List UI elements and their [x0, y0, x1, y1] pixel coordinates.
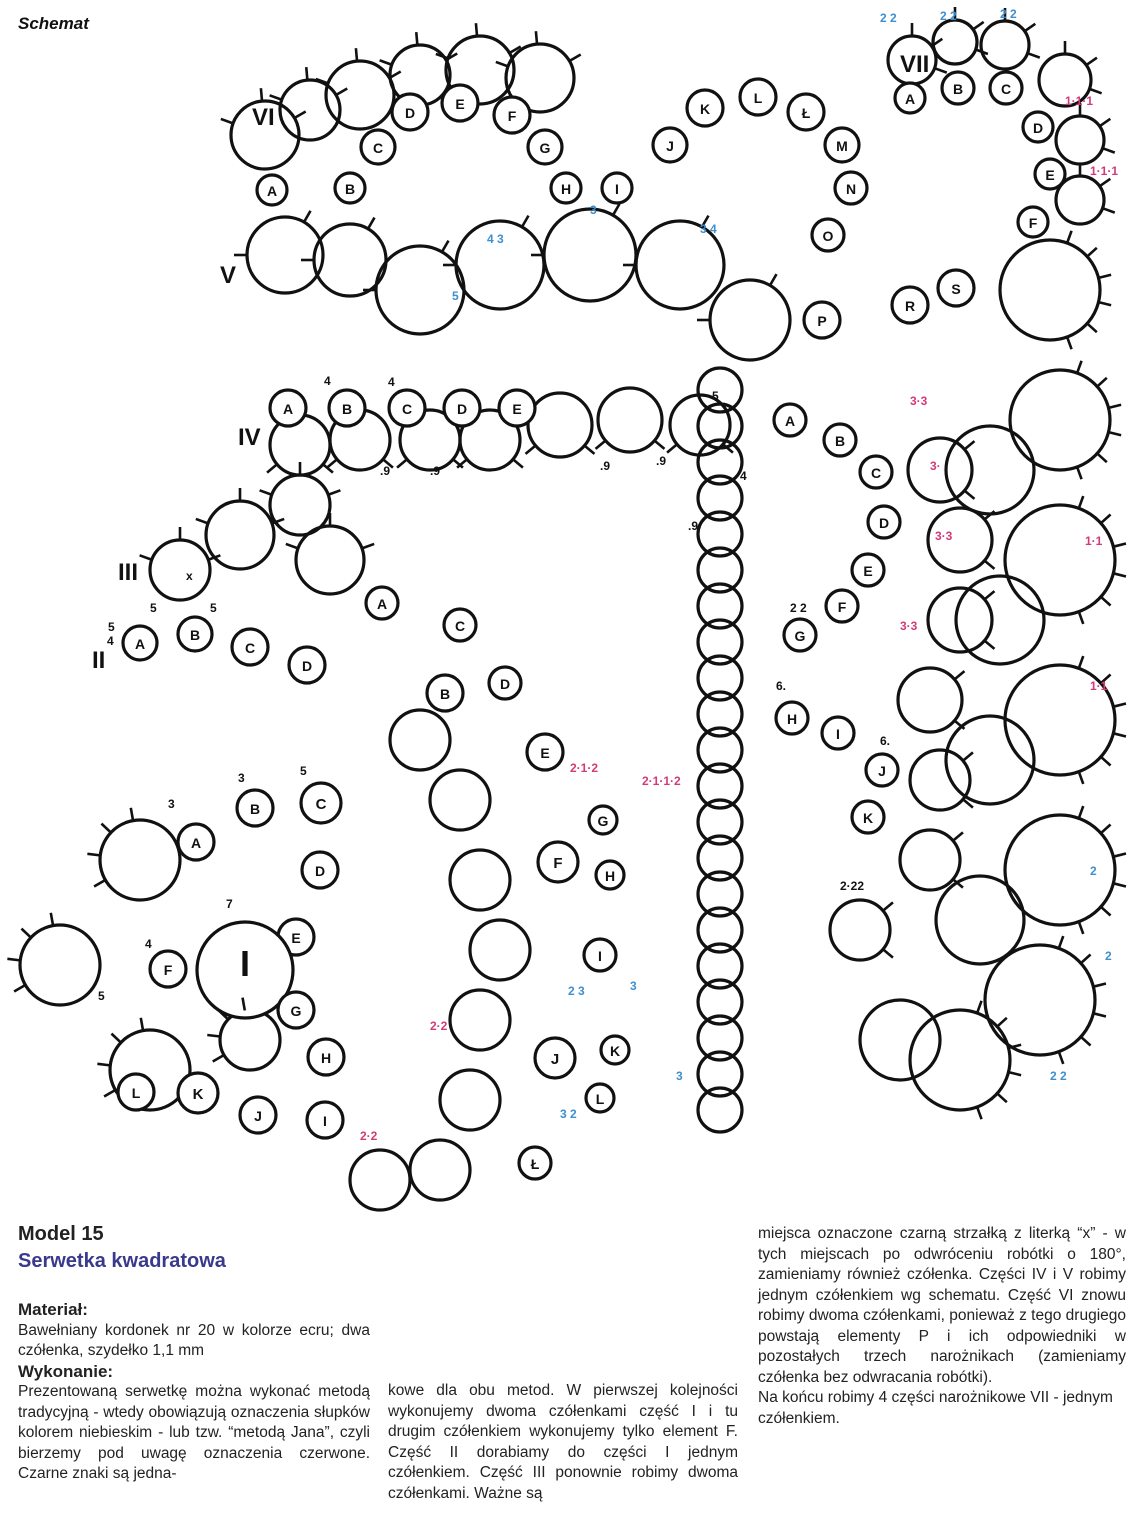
- picot: [1103, 208, 1115, 212]
- element-letter: I: [239, 943, 251, 984]
- stitch-count: .9: [380, 464, 391, 478]
- picot: [1067, 231, 1071, 243]
- chain-loop: [910, 1010, 1010, 1110]
- picot: [997, 1093, 1007, 1102]
- stitch-count: 3·3: [910, 394, 928, 408]
- element-letter: Ł: [801, 105, 811, 121]
- element-letter: O: [822, 228, 834, 244]
- part-label: IV: [238, 424, 261, 451]
- picot: [1101, 597, 1111, 606]
- picot: [1097, 378, 1107, 387]
- picot: [770, 274, 777, 285]
- element-letter: E: [455, 96, 465, 112]
- picot: [1025, 24, 1036, 31]
- execution-text-3: miejsca oznaczone czarną strzałką z literką “x” - w tych miejscach po odwróceniu robótki o 180°, zamieniamy również czółenka. Części IV i V robimy jednym czółenkiem wg schematu. Część VI znowu robimy dwoma czółenkami, ponieważ z tego drugiego powstają elementy P i ich odpowiedniki w pozostałych trzech narożnikach (zamieniamy czółenka bez odwracania robótki).: [758, 1225, 1126, 1386]
- element-letter: D: [404, 105, 416, 121]
- element-letter: C: [372, 140, 384, 156]
- element-letter: H: [320, 1050, 332, 1066]
- chain-loop: [946, 426, 1034, 514]
- picot: [513, 459, 523, 467]
- element-letter: P: [817, 313, 827, 329]
- picot: [965, 491, 975, 499]
- picot: [380, 60, 392, 64]
- picot: [221, 119, 233, 123]
- chain-loop: [390, 710, 450, 770]
- text-column-3: [758, 1224, 1126, 1429]
- element-letter: G: [539, 140, 551, 156]
- picot: [1087, 323, 1097, 332]
- chain-loop: [150, 540, 210, 600]
- picot: [261, 88, 262, 101]
- picot: [131, 808, 133, 821]
- stitch-count: 2 2: [940, 9, 957, 23]
- element-letter: Ł: [530, 1156, 540, 1172]
- stitch-count: 5: [300, 764, 307, 778]
- model-title: Serwetka kwadratowa: [18, 1250, 226, 1272]
- stitch-count: 3 2: [560, 1107, 577, 1121]
- picot: [997, 1018, 1007, 1027]
- stitch-count: 1·1: [1085, 534, 1103, 548]
- chain-loop: [1010, 370, 1110, 470]
- element-letter: K: [862, 810, 874, 826]
- picot: [1081, 1037, 1091, 1046]
- stitch-count: .9: [600, 459, 611, 473]
- picot: [1101, 907, 1111, 916]
- picot: [1113, 883, 1126, 886]
- chain-loop: [410, 1140, 470, 1200]
- picot: [1101, 824, 1111, 833]
- element-letter: D: [878, 515, 890, 531]
- element-letter: G: [794, 628, 806, 644]
- stitch-count: 2·2: [430, 1019, 448, 1033]
- picot: [1099, 275, 1112, 278]
- chain-loop: [350, 1150, 410, 1210]
- element-letter: F: [837, 599, 847, 615]
- picot: [416, 32, 417, 45]
- picot: [104, 1090, 115, 1097]
- stitch-count: 3: [168, 797, 175, 811]
- stitch-count: 3: [630, 979, 637, 993]
- picot: [1113, 544, 1126, 547]
- stitch-count: 2: [1090, 864, 1097, 878]
- picot: [101, 824, 110, 833]
- element-letter: G: [290, 1003, 302, 1019]
- stitch-count: 3: [238, 771, 245, 785]
- picot: [1081, 954, 1091, 963]
- picot: [1113, 573, 1126, 576]
- chain-loop: [1056, 116, 1104, 164]
- element-letter: K: [609, 1043, 621, 1059]
- stitch-count: 2·22: [840, 879, 865, 893]
- picot: [7, 959, 20, 961]
- element-letter: N: [845, 181, 857, 197]
- picot: [14, 985, 25, 992]
- chain-loop: [544, 209, 636, 301]
- element-letter: K: [699, 101, 711, 117]
- picot: [955, 671, 965, 679]
- picot: [356, 48, 357, 61]
- chain-loop: [598, 388, 662, 452]
- stitch-count: 3 4: [700, 222, 717, 236]
- stitch-count: 2: [1105, 949, 1112, 963]
- stitch-count: 2 2: [1050, 1069, 1067, 1083]
- stitch-count: 5: [150, 601, 157, 615]
- picot: [1059, 936, 1063, 948]
- element-letter: B: [189, 627, 201, 643]
- picot: [207, 1035, 220, 1037]
- stitch-count: 6.: [880, 734, 891, 748]
- picot: [328, 490, 340, 494]
- picot: [1009, 1072, 1022, 1075]
- execution-text-4: Na końcu robimy 4 części narożnikowe VII - jednym czółenkiem.: [758, 1389, 1113, 1427]
- chain-loop: [1005, 505, 1115, 615]
- chain-loop: [296, 526, 364, 594]
- stitch-count: 1·1: [1090, 679, 1108, 693]
- stitch-count: 5: [108, 620, 115, 634]
- element-letter: D: [301, 658, 313, 674]
- picot: [965, 441, 975, 449]
- element-letter: B: [952, 81, 964, 97]
- stitch-count: 4: [740, 469, 747, 483]
- stitch-count: 4: [145, 937, 152, 951]
- picot: [21, 929, 30, 938]
- material-text: Bawełniany kordonek nr 20 w kolorze ecru; dwa czółenka, szydełko 1,1 mm: [18, 1321, 370, 1359]
- picot: [267, 464, 277, 472]
- element-letter: B: [439, 686, 451, 702]
- element-letter: C: [454, 618, 466, 634]
- picot: [585, 446, 595, 454]
- picot: [1077, 361, 1081, 373]
- element-letter: L: [595, 1091, 605, 1107]
- element-letter: C: [401, 401, 413, 417]
- stitch-count: 2 2: [1000, 7, 1017, 21]
- element-letter: B: [344, 181, 356, 197]
- stitch-count: 4: [324, 374, 331, 388]
- part-label: V: [220, 262, 237, 289]
- picot: [327, 459, 337, 467]
- chain-loop: [376, 246, 464, 334]
- picot: [667, 444, 677, 452]
- element-letter: A: [282, 401, 294, 417]
- chain-loop: [528, 393, 592, 457]
- element-letter: E: [512, 401, 522, 417]
- picot: [362, 544, 374, 548]
- chain-loop: [206, 501, 274, 569]
- model-number: Model 15: [18, 1223, 104, 1245]
- text-column-1: [18, 1300, 370, 1485]
- picot: [94, 880, 105, 887]
- chain-loop: [985, 945, 1095, 1055]
- picot: [953, 832, 963, 840]
- picot: [442, 241, 449, 252]
- element-letter: I: [323, 1113, 327, 1129]
- element-letter: M: [836, 138, 848, 154]
- element-letter: L: [131, 1085, 141, 1101]
- picot: [1079, 922, 1083, 934]
- chain-loop: [710, 280, 790, 360]
- stitch-count: 2·2: [360, 1129, 378, 1143]
- element-letter: B: [834, 433, 846, 449]
- chain-loop: [936, 876, 1024, 964]
- picot: [1101, 514, 1111, 523]
- chain-loop: [956, 576, 1044, 664]
- chain-loop: [430, 770, 490, 830]
- picot: [368, 218, 375, 229]
- picot: [963, 752, 973, 760]
- picot: [397, 459, 407, 467]
- element-letter: F: [553, 855, 563, 872]
- stitch-count: 4: [107, 634, 114, 648]
- picot: [1077, 467, 1081, 479]
- element-letter: E: [1045, 167, 1055, 183]
- picot: [1113, 733, 1126, 736]
- stitch-count: 5: [210, 601, 217, 615]
- picot: [141, 1018, 143, 1031]
- stitch-count: 5: [452, 289, 459, 303]
- picot: [1079, 612, 1083, 624]
- chain-loop: [981, 21, 1029, 69]
- element-letter: D: [499, 676, 511, 692]
- element-letter: C: [244, 640, 256, 656]
- picot: [522, 216, 529, 227]
- picot: [596, 441, 606, 449]
- element-letter: F: [507, 108, 517, 124]
- element-letter: A: [904, 91, 916, 107]
- chain-loop: [450, 990, 510, 1050]
- element-letter: D: [1032, 120, 1044, 136]
- element-letter: C: [870, 465, 882, 481]
- picot: [1079, 772, 1083, 784]
- picot: [140, 555, 152, 559]
- element-letter: E: [291, 930, 301, 946]
- chain-loop: [898, 668, 962, 732]
- stitch-count: .9: [430, 464, 441, 478]
- picot: [196, 519, 208, 523]
- picot: [985, 641, 995, 649]
- picot: [1099, 302, 1112, 305]
- part-label: VI: [252, 104, 275, 131]
- element-letter: F: [1028, 215, 1038, 231]
- picot: [935, 68, 947, 72]
- stitch-count: 1·1·1: [1065, 94, 1094, 108]
- stitch-count: 2 3: [568, 984, 585, 998]
- part-label: II: [92, 647, 106, 674]
- chain-loop: [440, 1070, 500, 1130]
- picot: [1101, 757, 1111, 766]
- chain-loop: [450, 850, 510, 910]
- element-letter: H: [786, 711, 798, 727]
- element-letter: S: [951, 281, 961, 297]
- stitch-count: 3·3: [935, 529, 953, 543]
- element-letter: H: [560, 181, 572, 197]
- stitch-count: 3: [676, 1069, 683, 1083]
- chain-loop: [928, 588, 992, 652]
- picot: [304, 211, 311, 222]
- stitch-count: 3: [590, 203, 597, 217]
- picot: [111, 1034, 120, 1043]
- picot: [213, 1055, 224, 1062]
- element-letter: L: [753, 90, 763, 106]
- part-label: III: [118, 559, 139, 586]
- element-letter: A: [784, 413, 796, 429]
- chain-loop: [830, 900, 890, 960]
- picot: [97, 1064, 110, 1066]
- stitch-count: 3·3: [900, 619, 918, 633]
- picot: [51, 913, 53, 926]
- picot: [655, 441, 665, 449]
- picot: [883, 949, 893, 957]
- picot: [1093, 1013, 1106, 1016]
- element-letter: J: [666, 138, 674, 154]
- picot: [1103, 148, 1115, 152]
- stitch-count: .9: [688, 519, 699, 533]
- picot: [286, 544, 298, 548]
- picot: [985, 561, 995, 569]
- picot: [1109, 432, 1122, 435]
- picot: [260, 490, 272, 494]
- stitch-count: 1·1·1: [1090, 164, 1119, 178]
- element-letter: C: [315, 796, 327, 813]
- stitch-count: 2·1·2: [570, 761, 599, 775]
- element-letter: A: [266, 183, 278, 199]
- execution-heading: Wykonanie:: [18, 1361, 114, 1381]
- picot: [87, 854, 100, 856]
- picot: [1028, 53, 1040, 57]
- element-letter: I: [615, 181, 619, 197]
- element-letter: H: [604, 868, 616, 884]
- picot: [1113, 854, 1126, 857]
- picot: [973, 22, 984, 29]
- picot: [1093, 984, 1106, 987]
- picot: [569, 55, 580, 62]
- picot: [1086, 58, 1097, 65]
- stitch-count: 2 2: [880, 11, 897, 25]
- picot: [1113, 704, 1126, 707]
- picot: [1079, 806, 1083, 818]
- element-letter: I: [598, 948, 602, 964]
- chain-loop: [900, 830, 960, 890]
- element-letter: D: [314, 863, 326, 879]
- stitch-count: 5: [712, 389, 719, 403]
- element-letter: I: [836, 726, 840, 742]
- stitch-count: x: [186, 569, 193, 583]
- element-letter: J: [550, 1051, 560, 1068]
- picot: [1097, 453, 1107, 462]
- page-label: Schemat: [18, 14, 89, 33]
- picot: [1059, 1052, 1063, 1064]
- element-letter: B: [249, 801, 261, 817]
- picot: [613, 204, 620, 215]
- chain-loop: [470, 920, 530, 980]
- chain-loop: [20, 925, 100, 1005]
- stitch-count: 3·: [930, 459, 941, 473]
- picot: [476, 23, 477, 36]
- element-letter: A: [134, 636, 146, 652]
- element-letter: D: [456, 401, 468, 417]
- picot: [985, 591, 995, 599]
- stitch-count: 5: [98, 989, 105, 1003]
- element-letter: G: [597, 813, 609, 829]
- picot: [1079, 656, 1083, 668]
- text-column-2: [388, 1381, 738, 1504]
- element-letter: A: [376, 596, 388, 612]
- stitch-count: 7: [226, 897, 233, 911]
- stitch-count: 6.: [776, 679, 787, 693]
- chain-loop: [910, 750, 970, 810]
- picot: [1079, 496, 1083, 508]
- element-letter: J: [878, 763, 886, 779]
- element-letter: B: [341, 401, 353, 417]
- picot: [1089, 89, 1101, 93]
- chain-loop: [247, 217, 323, 293]
- stitch-count: 4: [388, 375, 395, 389]
- chain-loop: [100, 820, 180, 900]
- stitch-count: 2 2: [790, 601, 807, 615]
- picot: [294, 112, 305, 119]
- element-letter: K: [192, 1086, 204, 1103]
- chain-loop: [1000, 240, 1100, 340]
- picot: [1067, 337, 1071, 349]
- stitch-count: .9: [656, 454, 667, 468]
- picot: [306, 67, 307, 80]
- element-letter: R: [904, 298, 916, 314]
- picot: [1087, 248, 1097, 257]
- material-heading: Materiał:: [18, 1300, 88, 1319]
- picot: [536, 31, 537, 44]
- picot: [1109, 405, 1122, 408]
- element-letter: J: [254, 1108, 262, 1124]
- element-letter: E: [863, 563, 873, 579]
- chain-loop: [860, 1000, 940, 1080]
- element-letter: F: [163, 962, 173, 978]
- execution-text-1: Prezentowaną serwetkę można wykonać metodą tradycyjną - wtedy obowiązują oznaczenia słupków kolorem niebieskim - lub tzw. “metodą Jana”, czyli bierzemy pod uwagę oznaczenia czerwone. Czarne znaki są jedna-: [18, 1383, 370, 1482]
- picot: [883, 902, 893, 910]
- element-letter: A: [190, 835, 202, 851]
- picot: [977, 1107, 981, 1119]
- picot: [526, 446, 536, 454]
- execution-text-2: kowe dla obu metod. W pierwszej kolejności wykonujemy dwoma czółenkami część I i tu drugim czółenkiem wykonujemy tylko element F. Część II dorabiamy do części I jednym czółenkiem. Część III ponownie robimy dwoma czółenkami. Ważne są: [388, 1382, 738, 1502]
- stitch-count: 2·1·1·2: [642, 774, 681, 788]
- picot: [1100, 119, 1111, 126]
- stitch-count: 4 3: [487, 232, 504, 246]
- element-letter: C: [1000, 81, 1012, 97]
- picot: [1100, 179, 1111, 186]
- picot: [977, 1001, 981, 1013]
- part-label: VII: [900, 51, 930, 78]
- picot: [270, 95, 282, 99]
- picot: [496, 62, 508, 66]
- element-letter: E: [540, 745, 550, 761]
- picot: [336, 89, 347, 96]
